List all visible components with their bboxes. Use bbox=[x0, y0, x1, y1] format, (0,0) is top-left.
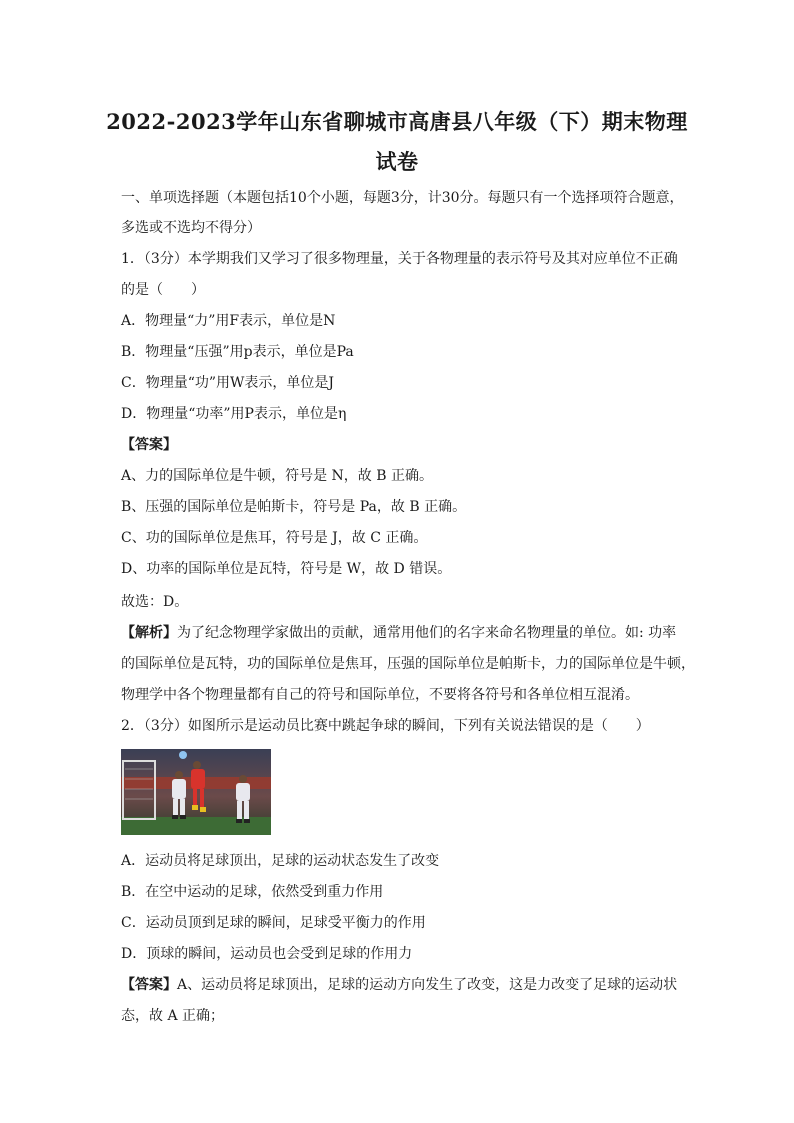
q2-soccer-photo bbox=[121, 749, 271, 835]
q1-analysis-label: 【解析】 bbox=[121, 625, 177, 641]
q1-answer-line: A、力的国际单位是牛顿，符号是 N，故 B 正确。 bbox=[121, 468, 433, 484]
document-title-continued: 试卷 bbox=[375, 149, 419, 174]
q2-option-b: B．在空中运动的足球，依然受到重力作用 bbox=[121, 884, 384, 900]
section-heading: 一、单项选择题（本题包括10个小题，每题3分，计30分。每题只有一个选择项符合题意， bbox=[121, 190, 684, 206]
q1-answer-conclusion: 故选：D。 bbox=[121, 594, 189, 610]
q1-answer-line: C、功的国际单位是焦耳，符号是 J，故 C 正确。 bbox=[121, 530, 428, 546]
q1-analysis-continued: 物理学中各个物理量都有自己的符号和国际单位，不要将各符号和各单位相互混淆。 bbox=[121, 687, 639, 703]
q1-analysis-text: 为了纪念物理学家做出的贡献，通常用他们的名字来命名物理量的单位。如: 功率 bbox=[177, 625, 677, 641]
q2-option-a: A．运动员将足球顶出，足球的运动状态发生了改变 bbox=[121, 853, 440, 869]
q1-option-c: C．物理量“功”用W表示，单位是J bbox=[121, 375, 335, 391]
q1-option-d: D．物理量“功率”用P表示，单位是η bbox=[121, 406, 347, 422]
q1-stem-continued: 的是（ ） bbox=[121, 282, 205, 298]
q2-option-d: D．顶球的瞬间，运动员也会受到足球的作用力 bbox=[121, 946, 413, 962]
q1-option-a: A．物理量“力”用F表示，单位是N bbox=[121, 313, 336, 329]
q2-option-c: C．运动员顶到足球的瞬间，足球受平衡力的作用 bbox=[121, 915, 426, 931]
q1-analysis-continued: 的国际单位是瓦特，功的国际单位是焦耳，压强的国际单位是帕斯卡，力的国际单位是牛顿， bbox=[121, 656, 695, 672]
q1-answer-line: B、压强的国际单位是帕斯卡，符号是 Pa，故 B 正确。 bbox=[121, 499, 467, 515]
section-heading-continued: 多选或不选均不得分） bbox=[121, 220, 261, 236]
q1-option-b: B．物理量“压强”用p表示，单位是Pa bbox=[121, 344, 354, 360]
q1-stem: 1．（3分）本学期我们又学习了很多物理量，关于各物理量的表示符号及其对应单位不正确 bbox=[121, 251, 678, 267]
q2-stem: 2．（3分）如图所示是运动员比赛中跳起争球的瞬间，下列有关说法错误的是（ ） bbox=[121, 718, 650, 734]
document-title: 2022-2023学年山东省聊城市高唐县八年级（下）期末物理 bbox=[106, 109, 688, 134]
q2-answer bbox=[121, 975, 681, 995]
q1-answer-label: 【答案】 bbox=[121, 437, 177, 453]
q1-analysis bbox=[121, 623, 681, 643]
soccer-header-illustration bbox=[121, 749, 271, 835]
q1-answer-line: D、功率的国际单位是瓦特，符号是 W，故 D 错误。 bbox=[121, 561, 452, 577]
q2-answer-text: A、运动员将足球顶出，足球的运动方向发生了改变，这是力改变了足球的运动状 bbox=[177, 977, 678, 993]
q2-answer-continued: 态，故 A 正确； bbox=[121, 1008, 225, 1024]
q2-answer-label: 【答案】 bbox=[121, 977, 177, 993]
